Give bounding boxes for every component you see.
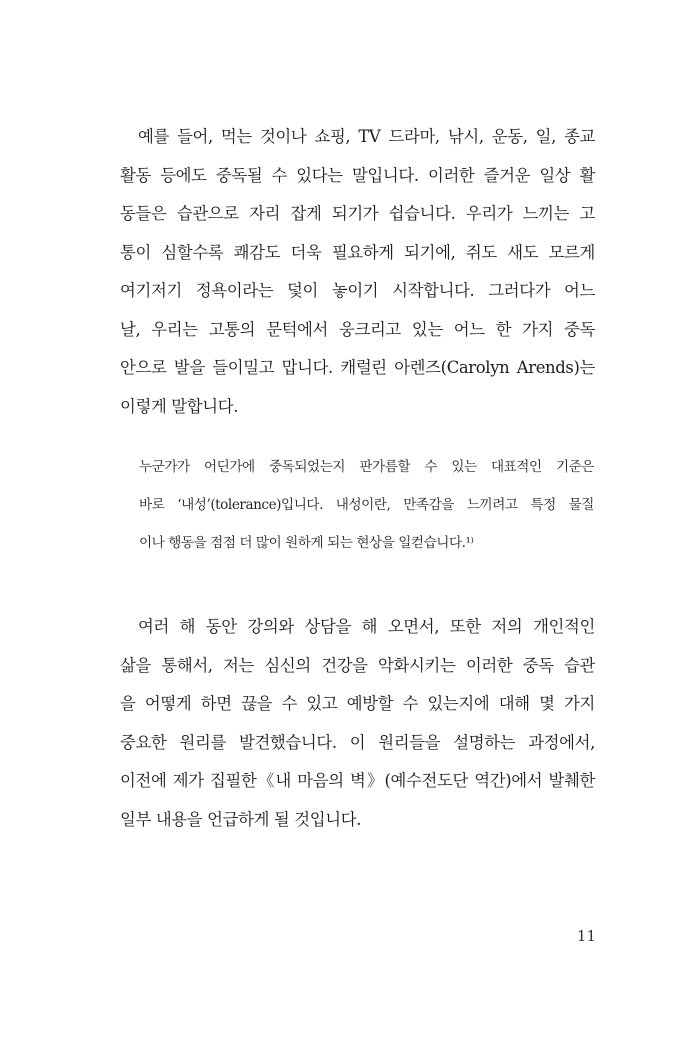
page-number: 11 — [576, 927, 596, 945]
text-line: 중요한 원리를 발견했습니다. 이 원리들을 설명하는 과정에서, — [120, 732, 595, 752]
text-line: 동들은 습관으로 자리 잡게 되기가 쉽습니다. 우리가 느끼는 고 — [120, 204, 595, 223]
text-line: 여러 해 동안 강의와 상담을 해 오면서, 또한 저의 개인적인 — [138, 617, 595, 636]
body-paragraph-2 — [120, 608, 595, 839]
text-line: 통이 심할수록 쾌감도 더욱 필요하게 되기에, 쥐도 새도 모르게 — [120, 242, 595, 262]
text-line: 이렇게 말합니다. — [120, 396, 239, 416]
text-line: 안으로 발을 들이밀고 맙니다. 캐럴린 아렌즈(Carolyn Arends)는 — [120, 358, 595, 377]
text-line: 예를 들어, 먹는 것이나 쇼핑, TV 드라마, 낚시, 운동, 일, 종교 — [138, 127, 595, 146]
quote-line: 이나 행동을 점점 더 많이 원하게 되는 현상을 일컫습니다.¹⁾ — [139, 535, 474, 551]
text-line: 을 어떻게 하면 끊을 수 있고 예방할 수 있는지에 대해 몇 가지 — [120, 694, 595, 713]
body-paragraph-1 — [120, 118, 595, 426]
text-line: 날, 우리는 고통의 문턱에서 웅크리고 있는 어느 한 가지 중독 — [120, 319, 595, 339]
block-quote — [139, 448, 594, 562]
text-line: 일부 내용을 언급하게 될 것입니다. — [120, 809, 362, 829]
quote-line: 누군가가 어딘가에 중독되었는지 판가름할 수 있는 대표적인 기준은 — [139, 459, 594, 475]
text-line: 삶을 통해서, 저는 심신의 건강을 악화시키는 이러한 중독 습관 — [120, 655, 595, 675]
quote-line: 바로 ‘내성’(tolerance)입니다. 내성이란, 만족감을 느끼려고 특정 물질 — [139, 497, 594, 513]
text-line: 여기저기 정욕이라는 덫이 놓이기 시작합니다. 그러다가 어느 — [120, 281, 595, 300]
text-line: 활동 등에도 중독될 수 있다는 말입니다. 이러한 즐거운 일상 활 — [120, 165, 595, 185]
text-line: 이전에 제가 집필한《내 마음의 벽》(예수전도단 역간)에서 발췌한 — [120, 771, 595, 790]
